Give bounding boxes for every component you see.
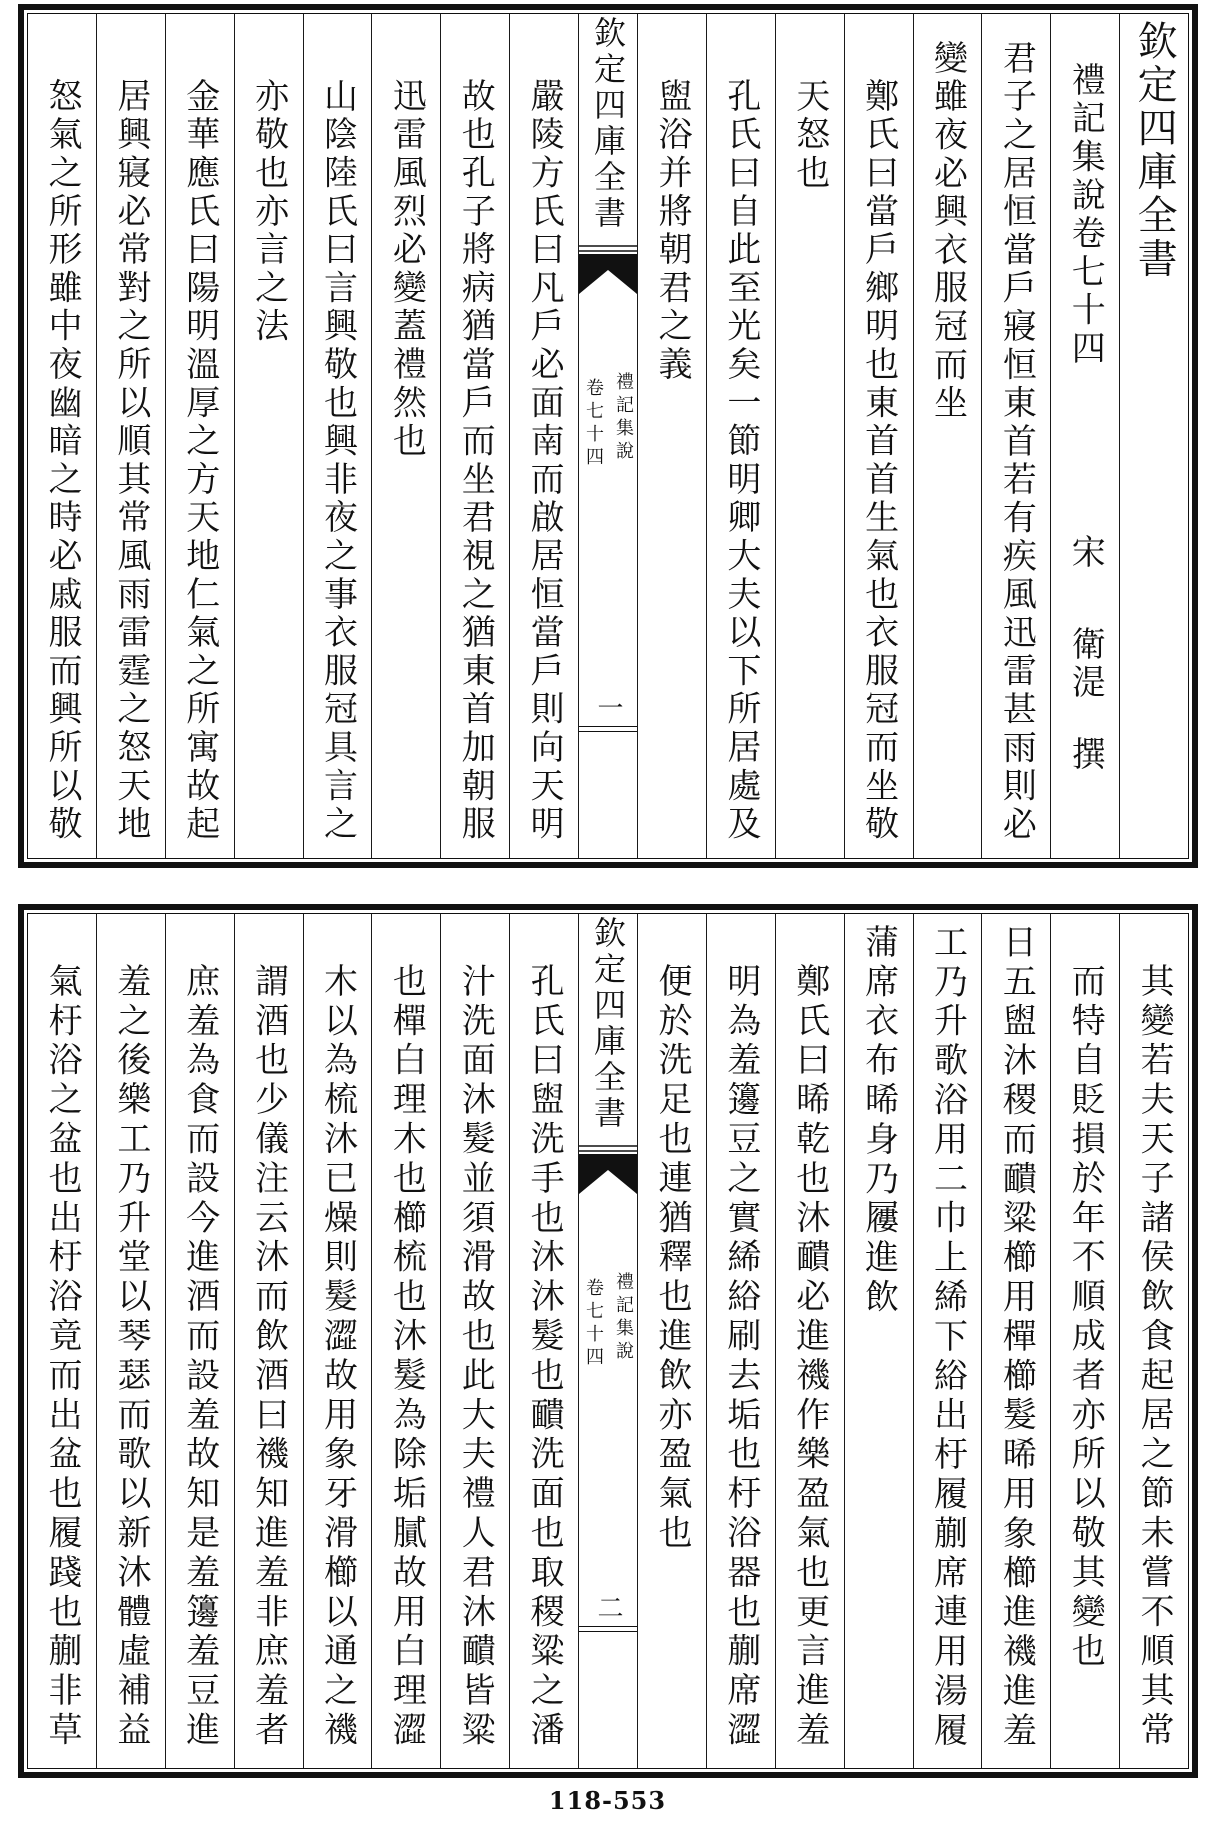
text-column [706, 914, 775, 1768]
column-text: 庶羞為食而設今進酒而設羞故知是羞籩羞豆進 [179, 963, 220, 1752]
text-column [981, 914, 1050, 1768]
column-text: 也樿白理木也櫛梳也沐髮為除垢膩故用白理澀 [386, 963, 427, 1752]
page-number: 118-553 [548, 1786, 667, 1815]
column-text: 鄭氏曰當戶鄉明也東首首生氣也衣服冠而坐敬 [858, 78, 899, 845]
column-text: 木以為梳沐已燥則髮澀故用象牙滑櫛以通之禨 [317, 963, 358, 1752]
header-column [1119, 14, 1188, 858]
text-column [637, 14, 706, 858]
authorship-mark: 撰 [1065, 736, 1106, 770]
collection-header: 欽定四庫全書 [1131, 20, 1178, 281]
bottom-leaf [18, 904, 1198, 1778]
text-column [234, 914, 303, 1768]
center-rule [579, 1626, 637, 1632]
text-column [981, 14, 1050, 858]
text-column [1050, 914, 1119, 1768]
top-leaf [18, 4, 1198, 868]
column-text: 怒氣之所形雖中夜幽暗之時必戚服而興所以敬 [41, 78, 82, 845]
center-volume: 卷七十四 [583, 378, 604, 470]
text-column [844, 914, 913, 1768]
fishtail-ornament [579, 244, 637, 296]
text-column [509, 14, 578, 858]
leaf-number: 二 [593, 1594, 623, 1620]
column-text: 故也孔子將病猶當戶而坐君視之猶東首加朝服 [455, 78, 496, 845]
text-column [371, 914, 440, 1768]
column-text: 其變若夫天子諸侯飲食起居之節未嘗不順其常 [1134, 963, 1175, 1752]
column-text: 天怒也 [789, 78, 830, 194]
center-column [578, 14, 637, 858]
center-title: 欽定四庫全書 [589, 916, 627, 1132]
center-book-title: 禮記集說 [613, 1272, 634, 1364]
text-column [234, 14, 303, 858]
column-text: 氣杅浴之盆也出杅浴竟而出盆也履踐也蒯非草 [41, 963, 82, 1752]
text-column [440, 914, 509, 1768]
column-text: 居興寢必常對之所以順其常風雨雷霆之怒天地 [110, 78, 151, 845]
center-book-title: 禮記集說 [613, 372, 634, 464]
column-text: 金華應氏曰陽明溫厚之方天地仁氣之所寓故起 [179, 78, 220, 845]
text-column [913, 14, 982, 858]
text-column [303, 914, 372, 1768]
column-text: 孔氏曰盥洗手也沐沐髮也靧洗面也取稷粱之潘 [524, 963, 565, 1752]
leaf-grid [27, 13, 1189, 859]
column-text: 明為羞籩豆之實絺綌刷去垢也杅浴器也蒯席澀 [720, 963, 761, 1752]
column-text: 嚴陵方氏曰凡戶必面南而啟居恒當戶則向天明 [524, 78, 565, 845]
title-column [1050, 14, 1119, 858]
text-column [165, 914, 234, 1768]
center-title: 欽定四庫全書 [589, 16, 627, 232]
leaf-grid [27, 913, 1189, 1769]
column-text: 謂酒也少儀注云沐而飲酒曰禨知進羞非庶羞者 [248, 963, 289, 1752]
book-title: 禮記集說卷七十四 [1065, 62, 1106, 369]
text-column [706, 14, 775, 858]
column-text: 蒲席衣布晞身乃屨進飲 [858, 924, 899, 1318]
column-text: 而特自貶損於年不順成者亦所以敬其變也 [1065, 963, 1106, 1673]
column-text: 君子之居恒當戶寢恒東首若有疾風迅雷甚雨則必 [996, 40, 1037, 845]
column-text: 迅雷風烈必變蓋禮然也 [386, 78, 427, 462]
text-column [440, 14, 509, 858]
center-rule [579, 726, 637, 732]
text-column [96, 914, 165, 1768]
text-column [913, 914, 982, 1768]
column-text: 變雖夜必興衣服冠而坐 [927, 40, 968, 423]
text-column [28, 914, 96, 1768]
author-name: 衛湜 [1065, 626, 1106, 702]
text-column [165, 14, 234, 858]
column-text: 羞之後樂工乃升堂以琴瑟而歌以新沐體虛補益 [110, 963, 151, 1752]
column-text: 亦敬也亦言之法 [248, 78, 289, 347]
text-column [637, 914, 706, 1768]
text-column [775, 14, 844, 858]
column-text: 鄭氏曰晞乾也沐靧必進禨作樂盈氣也更言進羞 [789, 963, 830, 1752]
text-column [509, 914, 578, 1768]
fishtail-ornament [579, 1144, 637, 1196]
center-volume: 卷七十四 [583, 1278, 604, 1370]
text-column [1119, 914, 1188, 1768]
text-column [371, 14, 440, 858]
leaf-number: 一 [593, 694, 623, 720]
text-column [775, 914, 844, 1768]
text-column [96, 14, 165, 858]
text-column [28, 14, 96, 858]
column-text: 汁洗面沐髮並須滑故也此大夫禮人君沐靧皆粱 [455, 963, 496, 1752]
dynasty: 宋 [1065, 534, 1106, 568]
text-column [303, 14, 372, 858]
center-column [578, 914, 637, 1768]
text-column [844, 14, 913, 858]
column-text: 山陰陸氏曰言興敬也興非夜之事衣服冠具言之 [317, 78, 358, 845]
column-text: 便於洗足也連猶釋也進飲亦盈氣也 [651, 963, 692, 1555]
column-text: 工乃升歌浴用二巾上絺下綌出杅履蒯席連用湯履 [927, 924, 968, 1752]
column-text: 日五盥沐稷而靧粱櫛用樿櫛髮晞用象櫛進禨進羞 [996, 924, 1037, 1752]
column-text: 孔氏曰自此至光矣一節明卿大夫以下所居處及 [720, 78, 761, 845]
column-text: 盥浴并將朝君之義 [651, 78, 692, 385]
